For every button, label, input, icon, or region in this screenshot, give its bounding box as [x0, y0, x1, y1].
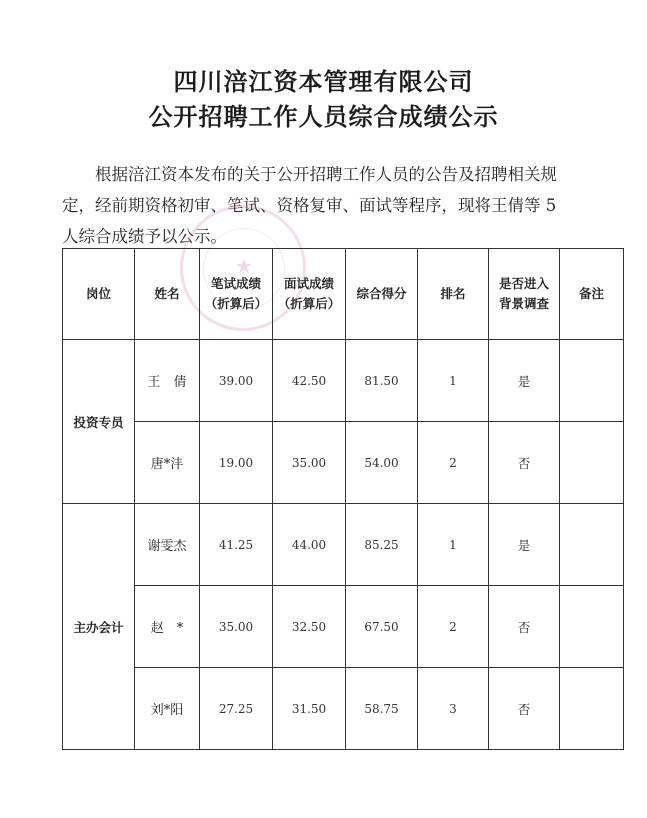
written-score-cell: 27.25 [200, 668, 273, 750]
name-cell: 赵 * [135, 586, 200, 668]
rank-cell: 1 [418, 340, 489, 422]
written-score-cell: 35.00 [200, 586, 273, 668]
rank-cell: 2 [418, 586, 489, 668]
intro-line: 定，经前期资格初审、笔试、资格复审、面试等程序，现将王倩等 5 [62, 196, 557, 215]
name-cell: 谢雯杰 [135, 504, 200, 586]
results-table [62, 248, 624, 750]
table-header-row [63, 249, 624, 340]
header-name: 姓名 [135, 249, 200, 340]
note-cell [560, 504, 624, 586]
position-cell: 主办会计 [63, 504, 135, 750]
background-check-cell: 是 [489, 504, 560, 586]
header-background-check: 是否进入 背景调查 [489, 249, 560, 340]
rank-cell: 3 [418, 668, 489, 750]
position-cell: 投资专员 [63, 340, 135, 504]
written-score-cell: 39.00 [200, 340, 273, 422]
interview-score-cell: 31.50 [273, 668, 346, 750]
background-check-cell: 否 [489, 422, 560, 504]
table-row [63, 504, 624, 586]
written-score-cell: 19.00 [200, 422, 273, 504]
header-rank: 排名 [418, 249, 489, 340]
intro-line: 根据涪江资本发布的关于公开招聘工作人员的公告及招聘相关规 [95, 165, 557, 184]
name-cell: 唐*沣 [135, 422, 200, 504]
note-cell [560, 586, 624, 668]
header-written-score: 笔试成绩 （折算后） [200, 249, 273, 340]
table-row [63, 668, 624, 750]
header-note: 备注 [560, 249, 624, 340]
interview-score-cell: 32.50 [273, 586, 346, 668]
header-interview-score: 面试成绩 （折算后） [273, 249, 346, 340]
total-score-cell: 54.00 [346, 422, 418, 504]
document-title: 四川涪江资本管理有限公司 [173, 68, 474, 96]
written-score-cell: 41.25 [200, 504, 273, 586]
table-row [63, 422, 624, 504]
rank-cell: 2 [418, 422, 489, 504]
name-cell: 王 倩 [135, 340, 200, 422]
background-check-cell: 是 [489, 340, 560, 422]
note-cell [560, 422, 624, 504]
header-total-score: 综合得分 [346, 249, 418, 340]
interview-score-cell: 35.00 [273, 422, 346, 504]
total-score-cell: 81.50 [346, 340, 418, 422]
table-row [63, 340, 624, 422]
background-check-cell: 否 [489, 586, 560, 668]
note-cell [560, 668, 624, 750]
note-cell [560, 340, 624, 422]
intro-line: 人综合成绩予以公示。 [62, 227, 227, 246]
table-row [63, 586, 624, 668]
seal-star-icon: ★ [235, 254, 253, 278]
total-score-cell: 58.75 [346, 668, 418, 750]
rank-cell: 1 [418, 504, 489, 586]
total-score-cell: 67.50 [346, 586, 418, 668]
background-check-cell: 否 [489, 668, 560, 750]
interview-score-cell: 42.50 [273, 340, 346, 422]
total-score-cell: 85.25 [346, 504, 418, 586]
interview-score-cell: 44.00 [273, 504, 346, 586]
document-subtitle: 公开招聘工作人员综合成绩公示 [148, 103, 499, 131]
intro-paragraph [62, 159, 582, 252]
header-position: 岗位 [63, 249, 135, 340]
name-cell: 刘*阳 [135, 668, 200, 750]
